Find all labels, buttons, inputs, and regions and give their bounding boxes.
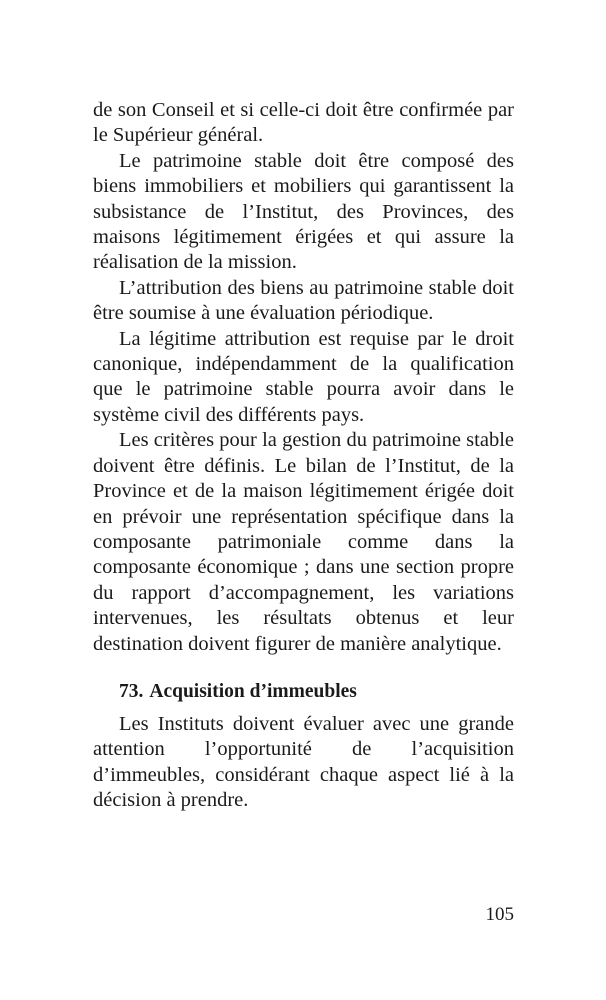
paragraph-continuation: de son Conseil et si celle-ci doit être confirmée par le Supérieur général. <box>93 99 514 147</box>
section-number: 73. <box>119 680 144 702</box>
paragraph-attribution-biens: L’attribution des biens au patrimoine stable doit être soumise à une évaluation périodique. <box>93 276 514 325</box>
page-number: 105 <box>485 904 514 925</box>
paragraph-acquisition: Les Instituts doivent évaluer avec une grande attention l’opportunité de l’acquisition d’immeubles, considérant chaque aspect lié à la décision à prendre. <box>93 712 514 812</box>
paragraph-patrimoine-stable: Le patrimoine stable doit être composé des biens immobiliers et mobiliers qui garantissent la subsistance de l’Institut, des Provinces, des maisons légitimement érigées et qui assure la réalisation de la mission. <box>93 149 514 274</box>
paragraph-criteres-gestion: Les critères pour la gestion du patrimoine stable doivent être définis. Le bilan de l’Institut, de la Province et de la maison légitimement érigée doit en prévoir une représentation spécifique dans la composante patrimoniale comme dans la composante économique ; dans une section propre du rapport d’accompagnement, les variations intervenues, les résultats obtenus et leur destination doivent figurer de manière analytique. <box>93 429 514 655</box>
page-body <box>93 98 514 814</box>
section-heading <box>93 679 514 704</box>
paragraph-legitime-attribution: La légitime attribution est requise par le droit canonique, indépendamment de la qualification que le patrimoine stable pourra avoir dans le système civil des différents pays. <box>93 327 514 426</box>
section-title: Acquisition d’immeubles <box>149 680 357 702</box>
